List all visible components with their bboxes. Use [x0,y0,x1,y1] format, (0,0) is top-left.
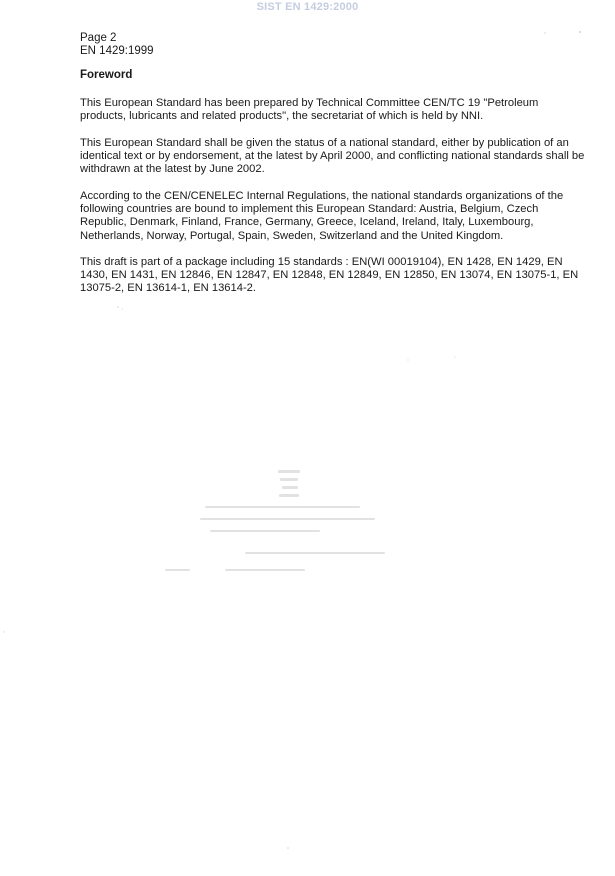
paragraph-committee: This European Standard has been prepared by Technical Committee CEN/TC 19 "Petroleum products, lubricants and related products", the secretariat of which is held by NNI. [80,97,539,123]
page-number: Page 2 [80,32,117,44]
document-id: EN 1429:1999 [80,45,154,57]
paragraph-status: This European Standard shall be given the status of a national standard, either by publication of an identical text or by endorsement, at the latest by April 2000, and conflicting national standards shall be withdrawn at the latest by June 2002. [80,137,585,176]
paragraph-regulations: According to the CEN/CENELEC Internal Regulations, the national standards organizations of the following countries are bound to implement this European Standard: Austria, Belgium, Czech Republic, Denmark, Finland, France, Germany, Greece, Iceland, Ireland, Italy, Luxembourg, Netherlands, Norway, Portugal, Spain, Sweden, Switzerland and the United Kingdom. [80,190,564,242]
page-header [80,32,154,58]
paragraph-package: This draft is part of a package including 15 standards : EN(WI 00019104), EN 1428, EN 1429, EN 1430, EN 1431, EN 12846, EN 12847, EN 12848, EN 12849, EN 12850, EN 13074, EN 13075-1, EN 13075-2, EN 13614-1, EN 13614-2. [80,256,579,295]
section-heading: Foreword [80,69,133,81]
watermark-text: SIST EN 1429:2000 [256,1,359,13]
